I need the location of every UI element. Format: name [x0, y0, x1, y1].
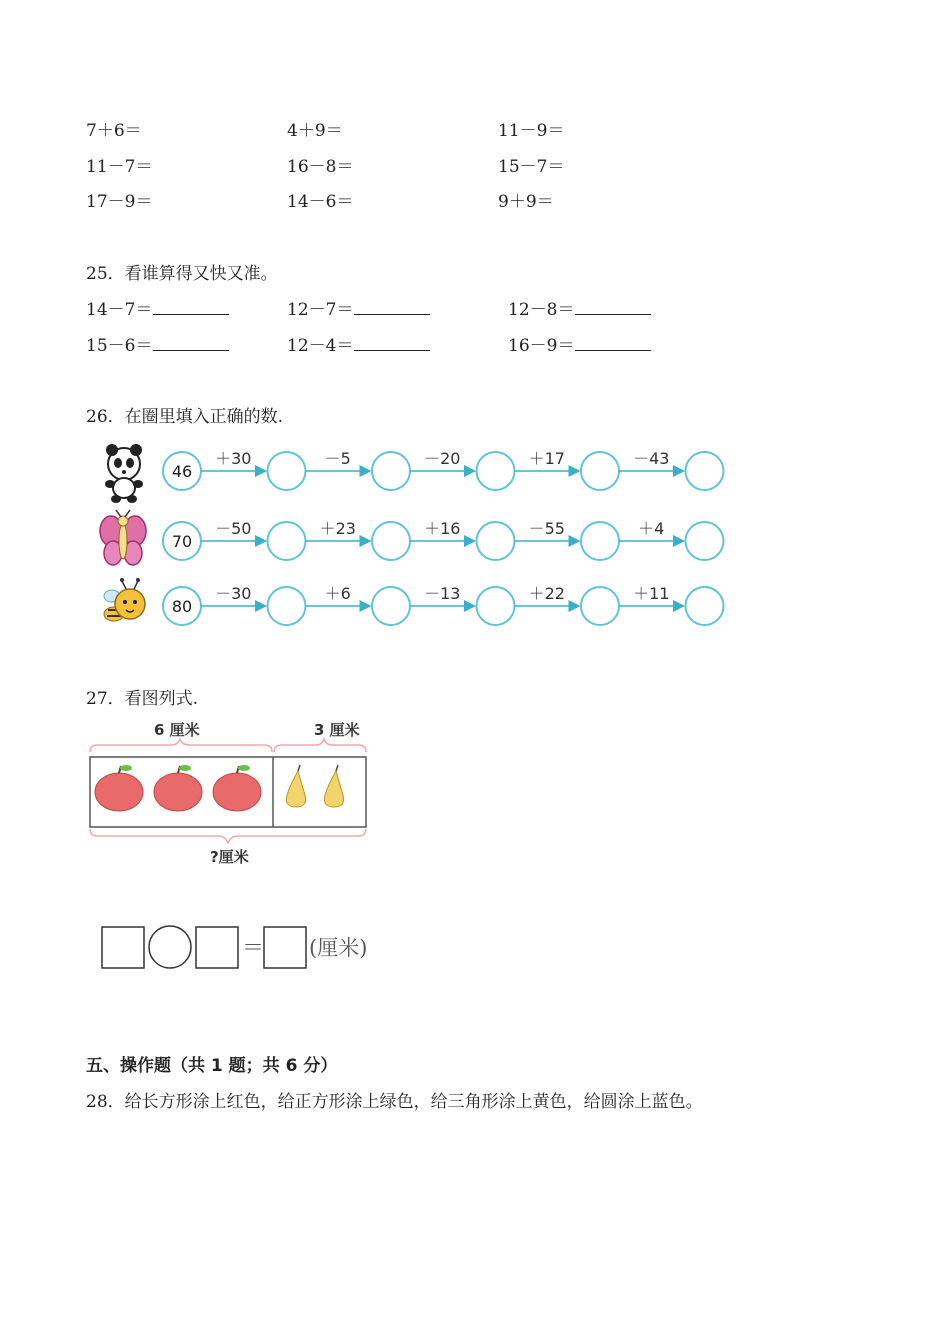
- question-26-title: 26．在圈里填入正确的数.: [86, 407, 284, 427]
- number-chain-bee: [163, 584, 724, 625]
- operation-label: －13: [424, 584, 461, 603]
- operation-label: －55: [528, 519, 565, 538]
- operation-label: －43: [633, 449, 670, 468]
- answer-circle[interactable]: [372, 522, 410, 560]
- bottom-brace: [90, 829, 366, 843]
- answer-circle[interactable]: [686, 522, 724, 560]
- start-number: 80: [171, 597, 193, 616]
- answer-circle[interactable]: [686, 452, 724, 490]
- answer-blank[interactable]: [153, 297, 229, 315]
- operation-label: ＋16: [424, 519, 461, 538]
- start-number: 46: [171, 462, 193, 481]
- answer-circle[interactable]: [477, 587, 515, 625]
- fill-exercise: 14－7＝: [86, 295, 229, 320]
- length-diagram: [86, 715, 376, 875]
- question-25-title: 25．看谁算得又快又准。: [86, 264, 278, 284]
- number-chain-figure: [90, 438, 740, 638]
- answer-circle[interactable]: [268, 522, 306, 560]
- answer-blank[interactable]: [354, 297, 430, 315]
- fill-exercise: 12－8＝: [508, 295, 651, 320]
- answer-circle[interactable]: [477, 452, 515, 490]
- left-length-label: 6 厘米: [154, 721, 200, 739]
- panda-icon: [105, 444, 143, 503]
- exercise: 14－6＝: [287, 192, 354, 212]
- exercise: 7＋6＝: [86, 121, 142, 141]
- operation-label: ＋11: [633, 584, 670, 603]
- question-27-title: 27．看图列式.: [86, 689, 199, 709]
- question-28-text: 28．给长方形涂上红色，给正方形涂上绿色，给三角形涂上黄色，给圆涂上蓝色。: [86, 1092, 703, 1112]
- number-chain-panda: [163, 449, 724, 490]
- exercise: 17－9＝: [86, 192, 153, 212]
- answer-box[interactable]: [264, 927, 306, 968]
- right-brace: [274, 739, 366, 752]
- fill-exercise: 12－4＝: [287, 331, 430, 356]
- number-chain-butterfly: [163, 519, 724, 560]
- answer-circle[interactable]: [686, 587, 724, 625]
- operation-label: ＋22: [528, 584, 565, 603]
- answer-circle[interactable]: [372, 587, 410, 625]
- answer-circle[interactable]: [268, 587, 306, 625]
- operation-label: －50: [215, 519, 252, 538]
- operation-label: ＋23: [319, 519, 356, 538]
- answer-circle[interactable]: [477, 522, 515, 560]
- exercise: 11－7＝: [86, 157, 153, 177]
- equation-template: [96, 922, 386, 974]
- answer-circle[interactable]: [268, 452, 306, 490]
- operation-label: －5: [324, 449, 351, 468]
- answer-circle[interactable]: [581, 452, 619, 490]
- exercise: 4＋9＝: [287, 121, 343, 141]
- number-box[interactable]: [196, 927, 238, 968]
- answer-circle[interactable]: [581, 587, 619, 625]
- left-brace: [90, 739, 272, 752]
- operation-label: ＋6: [324, 584, 351, 603]
- bee-icon: [104, 578, 145, 621]
- exercise: 15－7＝: [498, 157, 565, 177]
- total-length-label: ?厘米: [210, 848, 249, 866]
- unit-label: (厘米): [309, 936, 368, 960]
- right-length-label: 3 厘米: [314, 721, 360, 739]
- exercise: 11－9＝: [498, 121, 565, 141]
- operation-label: －30: [215, 584, 252, 603]
- butterfly-icon: [100, 510, 146, 565]
- equals-sign: ＝: [242, 936, 265, 961]
- exercise: 9＋9＝: [498, 192, 554, 212]
- fill-exercise: 16－9＝: [508, 331, 651, 356]
- fill-exercise: 12－7＝: [287, 295, 430, 320]
- answer-blank[interactable]: [575, 333, 651, 351]
- exercise: 16－8＝: [287, 157, 354, 177]
- fill-exercise: 15－6＝: [86, 331, 229, 356]
- answer-blank[interactable]: [153, 333, 229, 351]
- answer-blank[interactable]: [354, 333, 430, 351]
- section-5-title: 五、操作题（共 1 题；共 6 分）: [86, 1056, 338, 1076]
- operator-circle[interactable]: [149, 926, 191, 968]
- number-box[interactable]: [102, 927, 144, 968]
- operation-label: ＋4: [638, 519, 665, 538]
- operation-label: －20: [424, 449, 461, 468]
- start-number: 70: [171, 532, 193, 551]
- operation-label: ＋17: [528, 449, 565, 468]
- operation-label: ＋30: [215, 449, 252, 468]
- answer-blank[interactable]: [575, 297, 651, 315]
- answer-circle[interactable]: [372, 452, 410, 490]
- answer-circle[interactable]: [581, 522, 619, 560]
